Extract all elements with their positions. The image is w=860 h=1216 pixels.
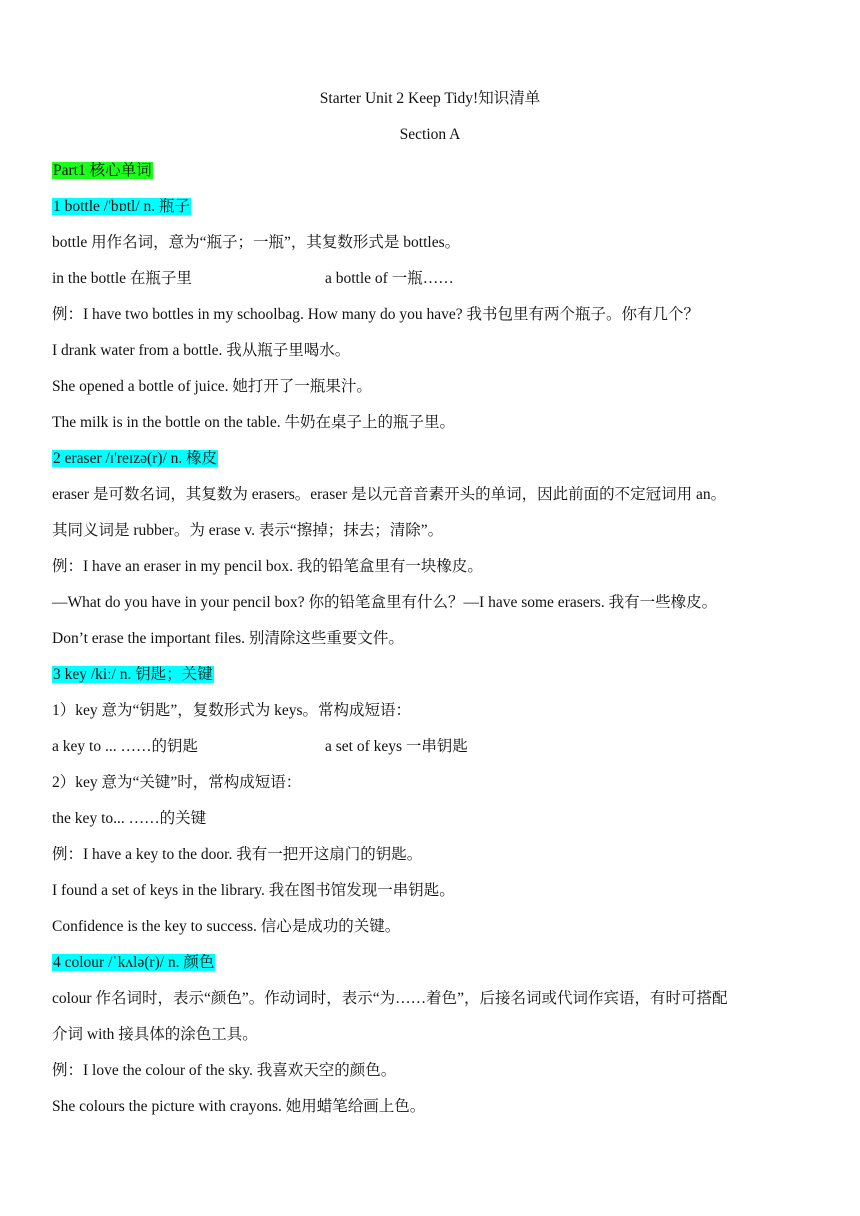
example-sentence: Don’t erase the important files. 别清除这些重要文件。 <box>52 630 404 647</box>
example-sentence: Confidence is the key to success. 信心是成功的关键。 <box>52 918 401 935</box>
paragraph: eraser 是可数名词，其复数为 erasers。eraser 是以元音音素开头的单词，因此前面的不定冠词用 an。 <box>52 486 727 503</box>
document-title: Starter Unit 2 Keep Tidy!知识清单 <box>319 90 541 107</box>
example-sentence: The milk is in the bottle on the table. 牛奶在桌子上的瓶子里。 <box>52 414 455 431</box>
example-sentence: I drank water from a bottle. 我从瓶子里喝水。 <box>52 342 351 359</box>
word-heading-bottle <box>52 196 816 218</box>
part-heading <box>52 160 816 182</box>
phrase: a bottle of 一瓶…… <box>325 270 454 287</box>
phrase: in the bottle 在瓶子里 <box>52 270 192 287</box>
paragraph: colour 作名词时，表示“颜色”。作动词时，表示“为……着色”，后接名词或代词作宾语，有时可搭配 <box>52 990 728 1007</box>
word-heading-label: 2 eraser /ɪ'reɪzə(r)/ n. 橡皮 <box>53 450 218 467</box>
section-title: Section A <box>399 126 461 143</box>
paragraph: bottle 用作名词，意为“瓶子；一瓶”，其复数形式是 bottles。 <box>52 234 461 251</box>
example-sentence: She colours the picture with crayons. 她用蜡笔给画上色。 <box>52 1098 426 1115</box>
example-sentence: 例：I have two bottles in my schoolbag. How many do you have? 我书包里有两个瓶子。你有几个？ <box>52 306 700 323</box>
example-sentence: —What do you have in your pencil box? 你的铅笔盒里有什么？—I have some erasers. 我有一些橡皮。 <box>52 594 718 611</box>
example-sentence: 例：I love the colour of the sky. 我喜欢天空的颜色。 <box>52 1062 397 1079</box>
example-sentence: She opened a bottle of juice. 她打开了一瓶果汁。 <box>52 378 372 395</box>
example-sentence: 例：I have a key to the door. 我有一把开这扇门的钥匙。 <box>52 846 423 863</box>
phrase: the key to... ……的关键 <box>52 810 207 827</box>
example-sentence: 例：I have an eraser in my pencil box. 我的铅笔盒里有一块橡皮。 <box>52 558 483 575</box>
example-sentence: I found a set of keys in the library. 我在图书馆发现一串钥匙。 <box>52 882 455 899</box>
word-heading-label: 1 bottle /'bɒtl/ n. 瓶子 <box>53 198 191 215</box>
phrase-row <box>52 736 816 758</box>
word-heading-label: 4 colour /ˈkʌlə(r)/ n. 颜色 <box>53 954 215 971</box>
word-heading-eraser <box>52 448 816 470</box>
paragraph: 2）key 意为“关键”时，常构成短语： <box>52 774 302 791</box>
word-heading-colour <box>52 952 816 974</box>
phrase: a key to ... ……的钥匙 <box>52 738 198 755</box>
word-heading-label: 3 key /kiː/ n. 钥匙；关键 <box>53 666 213 683</box>
phrase: a set of keys 一串钥匙 <box>325 738 468 755</box>
paragraph: 1）key 意为“钥匙”，复数形式为 keys。常构成短语： <box>52 702 412 719</box>
word-heading-key <box>52 664 816 686</box>
phrase-row <box>52 268 816 290</box>
part-heading-label: Part1 核心单词 <box>53 162 152 179</box>
paragraph: 介词 with 接具体的涂色工具。 <box>52 1026 258 1043</box>
paragraph: 其同义词是 rubber。为 erase v. 表示“擦掉；抹去；清除”。 <box>52 522 444 539</box>
